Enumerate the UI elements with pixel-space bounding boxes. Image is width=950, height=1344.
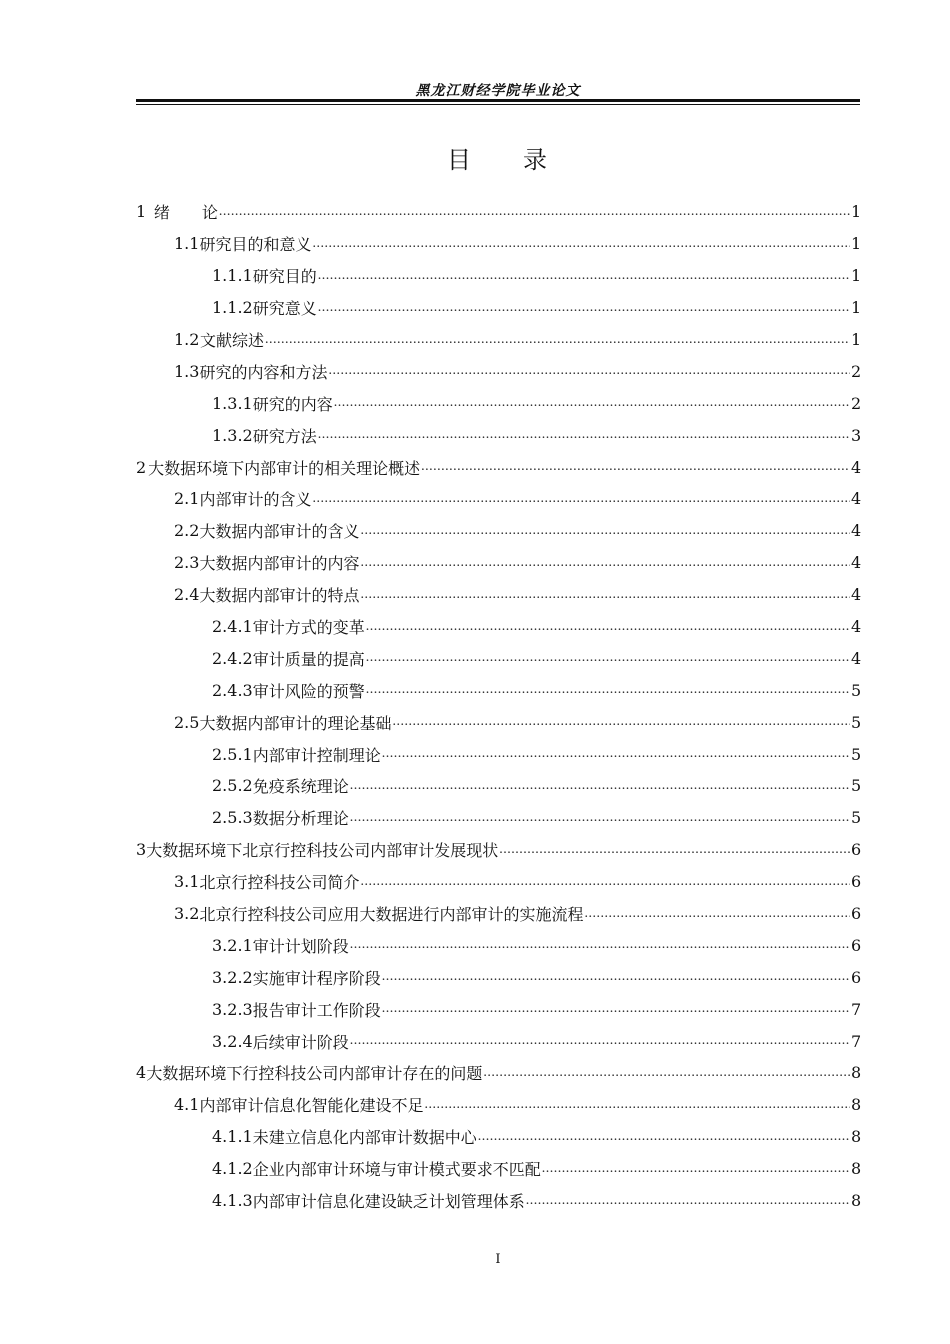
toc-entry-number: 2.5.1 xyxy=(212,744,253,764)
toc-leader-dots xyxy=(382,969,850,985)
header-rule-thick xyxy=(136,99,860,102)
toc-heading xyxy=(136,140,860,175)
toc-entry[interactable] xyxy=(136,292,860,324)
toc-leader-dots xyxy=(312,236,850,252)
toc-entry-label: 大数据环境下北京行控科技公司内部审计发展现状 xyxy=(146,841,499,861)
toc-entry-number: 3.1 xyxy=(174,872,200,892)
toc-entry-number: 4.1.2 xyxy=(212,1159,253,1179)
toc-entry-number: 1.1.1 xyxy=(212,266,253,286)
toc-leader-dots xyxy=(421,459,850,475)
toc-leader-dots xyxy=(542,1161,850,1177)
toc-entry-number: 4.1.3 xyxy=(212,1191,253,1211)
toc-entry-label: 内部审计的含义 xyxy=(199,490,312,510)
toc-entry-number: 1 xyxy=(136,202,147,222)
toc-heading-char-2: 录 xyxy=(523,146,549,174)
toc-entry-number: 2.4.3 xyxy=(212,680,253,700)
toc-entry[interactable] xyxy=(136,1185,860,1217)
toc-entry[interactable] xyxy=(136,1089,860,1121)
toc-entry[interactable] xyxy=(136,834,860,866)
toc-entry-number: 2.5 xyxy=(174,712,200,732)
toc-entry-page: 4 xyxy=(851,617,862,637)
toc-entry[interactable] xyxy=(136,579,860,611)
toc-leader-dots xyxy=(382,1001,850,1017)
toc-leader-dots xyxy=(360,587,850,603)
toc-entry-number: 1.3.2 xyxy=(212,425,253,445)
toc-entry[interactable] xyxy=(136,1121,860,1153)
toc-entry[interactable] xyxy=(136,898,860,930)
toc-entry-label: 北京行控科技公司应用大数据进行内部审计的实施流程 xyxy=(199,905,584,925)
toc-entry-label: 研究方法 xyxy=(252,426,317,446)
toc-entry-label: 未建立信息化内部审计数据中心 xyxy=(252,1128,477,1148)
toc-entry-page: 1 xyxy=(851,266,862,286)
toc-entry-number: 3.2.4 xyxy=(212,1031,253,1051)
toc-entry-label: 研究意义 xyxy=(252,299,317,319)
toc-leader-dots xyxy=(424,1097,850,1113)
toc-entry[interactable] xyxy=(136,419,860,451)
toc-entry-label: 审计方式的变革 xyxy=(252,618,365,638)
toc-entry-label: 大数据内部审计的理论基础 xyxy=(199,713,392,733)
toc-entry[interactable] xyxy=(136,1153,860,1185)
toc-entry[interactable] xyxy=(136,324,860,356)
toc-entry-page: 1 xyxy=(851,330,862,349)
toc-entry-label: 大数据内部审计的内容 xyxy=(199,554,360,574)
toc-entry-label: 大数据内部审计的特点 xyxy=(199,586,360,606)
toc-entry-page: 8 xyxy=(851,1191,862,1211)
toc-entry-number: 1.3 xyxy=(174,361,200,381)
toc-entry-number: 2 xyxy=(136,457,147,477)
toc-entry-number: 4.1 xyxy=(174,1095,200,1115)
toc-entry-label: 审计风险的预警 xyxy=(252,681,365,701)
toc-leader-dots xyxy=(526,1193,850,1209)
toc-entry-page: 6 xyxy=(851,904,862,924)
toc-entry-page: 5 xyxy=(851,712,862,732)
toc-entry[interactable] xyxy=(136,642,860,674)
toc-entry-label: 数据分析理论 xyxy=(252,809,349,829)
toc-leader-dots xyxy=(265,332,850,348)
toc-heading-char-1: 目 xyxy=(447,146,473,174)
toc-leader-dots xyxy=(350,778,850,794)
toc-entry[interactable] xyxy=(136,228,860,260)
toc-leader-dots xyxy=(334,395,850,411)
toc-entry-number: 1.2 xyxy=(174,330,200,349)
toc-entry-page: 6 xyxy=(851,935,862,955)
toc-entry-number: 4 xyxy=(136,1063,147,1083)
toc-entry-label: 大数据内部审计的含义 xyxy=(199,522,360,542)
toc-entry[interactable] xyxy=(136,451,860,483)
toc-entry-number: 2.3 xyxy=(174,553,200,573)
toc-entry-number: 3 xyxy=(136,840,147,860)
toc-entry-page: 1 xyxy=(851,234,862,254)
toc-entry-page: 8 xyxy=(851,1159,862,1179)
toc-entry-page: 4 xyxy=(851,585,862,605)
toc-entry-label: 大数据环境下行控科技公司内部审计存在的问题 xyxy=(146,1064,483,1084)
toc-entry-page: 1 xyxy=(851,298,862,318)
toc-entry-label: 文献综述 xyxy=(199,331,264,350)
toc-entry-label: 免疫系统理论 xyxy=(252,777,349,797)
toc-entry-page: 5 xyxy=(851,680,862,700)
toc-entry-label: 内部审计信息化建设缺乏计划管理体系 xyxy=(252,1192,525,1212)
toc-entry-page: 4 xyxy=(851,521,862,541)
toc-entry-page: 4 xyxy=(851,457,862,477)
toc-entry-page: 6 xyxy=(851,840,862,860)
toc-entry-label: 研究目的 xyxy=(252,267,317,287)
toc-entry-label: 内部审计信息化智能化建设不足 xyxy=(199,1096,424,1116)
toc-entry-number: 3.2.2 xyxy=(212,967,253,987)
toc-entry-number: 3.2.3 xyxy=(212,999,253,1019)
toc-entry-label: 北京行控科技公司简介 xyxy=(199,873,360,893)
toc-entry-page: 2 xyxy=(851,393,862,413)
toc-entry-page: 7 xyxy=(851,1031,862,1051)
table-of-contents xyxy=(136,196,860,1217)
toc-entry[interactable] xyxy=(136,547,860,579)
toc-entry[interactable] xyxy=(136,1025,860,1057)
toc-leader-dots xyxy=(366,619,850,635)
toc-leader-dots xyxy=(584,906,850,922)
toc-entry-label: 研究的内容 xyxy=(252,394,333,414)
toc-leader-dots xyxy=(350,937,850,953)
toc-entry-label: 内部审计控制理论 xyxy=(252,745,381,765)
toc-entry-page: 5 xyxy=(851,808,862,828)
toc-leader-dots xyxy=(382,746,850,762)
toc-leader-dots xyxy=(219,204,850,220)
toc-entry[interactable] xyxy=(136,387,860,419)
toc-entry[interactable] xyxy=(136,674,860,706)
toc-entry-number: 2.5.3 xyxy=(212,808,253,828)
toc-entry-number: 2.2 xyxy=(174,521,200,541)
toc-leader-dots xyxy=(318,268,850,284)
toc-entry[interactable] xyxy=(136,929,860,961)
toc-leader-dots xyxy=(318,427,850,443)
toc-entry[interactable] xyxy=(136,961,860,993)
toc-entry[interactable] xyxy=(136,866,860,898)
toc-entry-page: 1 xyxy=(851,202,862,222)
toc-entry-number: 3.2 xyxy=(174,904,200,924)
toc-entry-page: 5 xyxy=(851,744,862,764)
toc-entry[interactable] xyxy=(136,802,860,834)
toc-entry-number: 2.4.2 xyxy=(212,648,253,668)
toc-entry-page: 6 xyxy=(851,872,862,892)
toc-entry-page: 4 xyxy=(851,648,862,668)
toc-leader-dots xyxy=(318,300,850,316)
toc-entry[interactable] xyxy=(136,770,860,802)
toc-entry-label: 绪 论 xyxy=(153,203,218,223)
toc-leader-dots xyxy=(360,874,850,890)
toc-entry[interactable] xyxy=(136,1057,860,1089)
toc-entry-page: 3 xyxy=(851,425,862,445)
toc-leader-dots xyxy=(366,682,850,698)
running-header: 黑龙江财经学院毕业论文 xyxy=(415,83,581,99)
toc-leader-dots xyxy=(350,810,850,826)
toc-entry-label: 审计计划阶段 xyxy=(252,936,349,956)
toc-entry[interactable] xyxy=(136,993,860,1025)
toc-entry[interactable] xyxy=(136,260,860,292)
toc-entry[interactable] xyxy=(136,196,860,228)
toc-entry[interactable] xyxy=(136,515,860,547)
toc-leader-dots xyxy=(360,523,850,539)
toc-leader-dots xyxy=(478,1129,850,1145)
toc-entry-number: 2.4 xyxy=(174,585,200,605)
toc-entry-label: 企业内部审计环境与审计模式要求不匹配 xyxy=(252,1160,541,1180)
toc-entry-page: 6 xyxy=(851,967,862,987)
toc-entry[interactable] xyxy=(136,706,860,738)
toc-entry-label: 研究目的和意义 xyxy=(199,235,312,255)
toc-entry-page: 5 xyxy=(851,776,862,796)
toc-leader-dots xyxy=(392,714,850,730)
toc-entry-page: 8 xyxy=(851,1063,862,1083)
toc-entry-page: 4 xyxy=(851,489,862,509)
toc-leader-dots xyxy=(483,1065,850,1081)
toc-entry-label: 后续审计阶段 xyxy=(252,1032,349,1052)
toc-entry[interactable] xyxy=(136,611,860,643)
page-number: I xyxy=(495,1252,501,1267)
toc-entry[interactable] xyxy=(136,738,860,770)
toc-entry-label: 报告审计工作阶段 xyxy=(252,1000,381,1020)
toc-leader-dots xyxy=(499,842,850,858)
toc-entry-number: 1.3.1 xyxy=(212,393,253,413)
toc-entry-label: 大数据环境下内部审计的相关理论概述 xyxy=(148,458,421,478)
toc-entry-page: 4 xyxy=(851,553,862,573)
header-rule-thin xyxy=(136,104,860,105)
toc-entry[interactable] xyxy=(136,355,860,387)
toc-entry-number: 2.5.2 xyxy=(212,776,253,796)
toc-leader-dots xyxy=(350,1033,850,1049)
toc-entry-label: 审计质量的提高 xyxy=(252,649,365,669)
toc-entry-label: 实施审计程序阶段 xyxy=(252,968,381,988)
toc-entry-number: 2.1 xyxy=(174,489,200,509)
toc-entry-page: 7 xyxy=(851,999,862,1019)
toc-entry-page: 8 xyxy=(851,1127,862,1147)
toc-leader-dots xyxy=(312,491,850,507)
toc-entry-number: 2.4.1 xyxy=(212,617,253,637)
toc-entry-page: 8 xyxy=(851,1095,862,1115)
toc-leader-dots xyxy=(360,555,850,571)
toc-entry-number: 1.1.2 xyxy=(212,298,253,318)
toc-entry-number: 4.1.1 xyxy=(212,1127,253,1147)
toc-leader-dots xyxy=(328,363,850,379)
toc-entry-number: 3.2.1 xyxy=(212,935,253,955)
toc-entry[interactable] xyxy=(136,483,860,515)
toc-entry-page: 2 xyxy=(851,361,862,381)
toc-entry-label: 研究的内容和方法 xyxy=(199,362,328,382)
toc-entry-number: 1.1 xyxy=(174,234,200,254)
toc-leader-dots xyxy=(366,650,850,666)
